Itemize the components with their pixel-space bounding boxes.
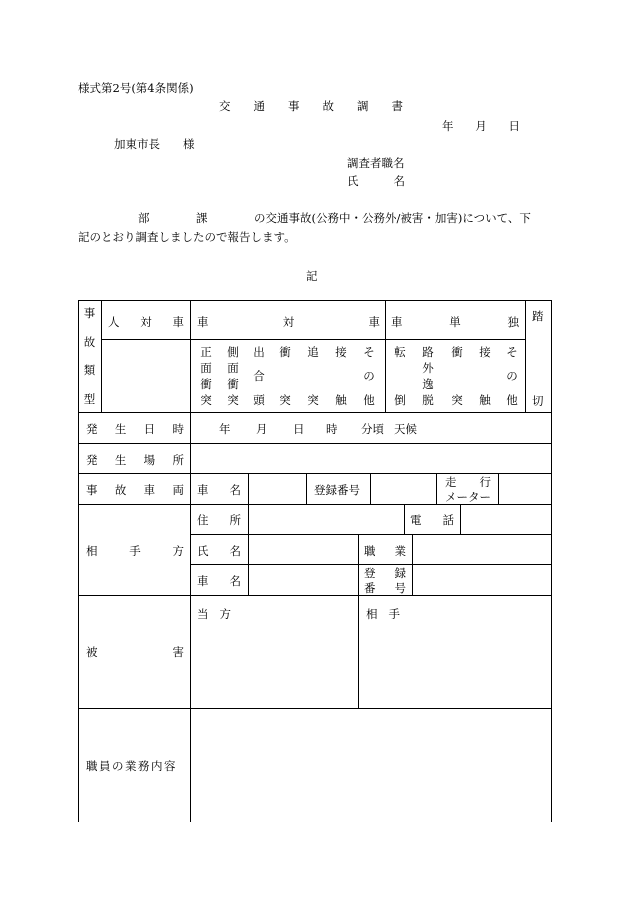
- grid-line: [101, 339, 525, 340]
- occurrence-datetime-label: 発 生 日 時: [86, 422, 184, 436]
- datetime-minute: 分頃: [361, 422, 384, 436]
- mileage-label-top: 走 行: [445, 475, 491, 489]
- vehicle-name-label: 車 名: [197, 483, 241, 497]
- other-side-label: 相 手: [366, 607, 400, 621]
- body-line-1: の交通事故(公務中・公務外/被害・加害)について、下: [254, 211, 531, 225]
- grid-line: [498, 473, 499, 504]
- crossing-label-top: 踏: [532, 309, 544, 323]
- grid-line: [551, 300, 552, 822]
- document-title: 交 通 事 故 調 書: [219, 99, 403, 113]
- grid-line: [358, 534, 359, 595]
- our-side-label: 当 方: [197, 607, 231, 621]
- grid-line: [412, 534, 413, 595]
- car-single-label: 車 単 独: [391, 315, 519, 329]
- name-label: 氏 名: [197, 544, 241, 558]
- grid-line: [78, 708, 551, 709]
- subtype-head-on: 正 面 衝 突: [200, 345, 212, 407]
- grid-line: [358, 595, 359, 708]
- grid-line: [78, 300, 551, 301]
- grid-line: [78, 300, 79, 822]
- crossing-label-bottom: 切: [532, 394, 544, 408]
- car-vs-car-label: 車 対 車: [197, 315, 380, 329]
- grid-line: [385, 300, 386, 412]
- subtype-off-road: 路 外 逸 脱: [422, 345, 434, 407]
- grid-line: [370, 473, 371, 504]
- registration-label-top: 登 録: [364, 566, 406, 580]
- subtype-contact: 接 触: [335, 345, 347, 407]
- subtype-crossing: 出 合 頭: [253, 345, 265, 407]
- accident-vehicle-label: 事 故 車 両: [86, 483, 184, 497]
- subtype-single-contact: 接 触: [479, 345, 491, 407]
- subtype-overturn: 転 倒: [394, 345, 406, 407]
- addressee: 加東市長: [114, 137, 160, 151]
- weather-label: 天候: [394, 422, 417, 436]
- datetime-year: 年: [219, 422, 231, 436]
- datetime-month: 月: [256, 422, 268, 436]
- form-number: 様式第2号(第4条関係): [78, 81, 194, 95]
- grid-line: [101, 300, 102, 412]
- subtype-single-other: そ の 他: [506, 345, 518, 407]
- grid-line: [306, 473, 307, 504]
- mileage-label-bottom: メーター: [445, 490, 491, 504]
- ki-heading: 記: [306, 269, 318, 283]
- addressee-honorific: 様: [183, 137, 195, 151]
- datetime-hour: 時: [326, 422, 338, 436]
- subtype-side: 側 面 衝 突: [227, 345, 239, 407]
- grid-line: [248, 473, 249, 595]
- subtype-collision: 衝 突: [279, 345, 291, 407]
- registration-number-label: 登録番号: [314, 483, 360, 497]
- report-date: 年 月 日: [442, 119, 520, 133]
- grid-line: [190, 534, 551, 535]
- grid-line: [78, 412, 551, 413]
- datetime-day: 日: [293, 422, 305, 436]
- person-vs-car-label: 人 対 車: [108, 315, 184, 329]
- body-line-2: 記のとおり調査しましたので報告します。: [78, 230, 296, 244]
- subtype-single-collision: 衝 突: [451, 345, 463, 407]
- grid-line: [436, 473, 437, 504]
- investigator-title: 調査者職名: [347, 156, 405, 170]
- grid-line: [78, 443, 551, 444]
- grid-line: [404, 504, 405, 534]
- dept-label: 部: [138, 211, 150, 225]
- counterparty-vehicle-name-label: 車 名: [197, 574, 241, 588]
- occupation-label: 職 業: [364, 544, 406, 558]
- counterparty-label: 相 手 方: [86, 544, 184, 558]
- accident-type-label: 事 故 類 型: [83, 306, 96, 406]
- grid-line: [460, 504, 461, 534]
- registration-label-bottom: 番 号: [364, 581, 406, 595]
- section-label: 課: [196, 211, 208, 225]
- damage-label: 被 害: [86, 645, 184, 659]
- occurrence-place-label: 発 生 場 所: [86, 453, 184, 467]
- address-label: 住 所: [197, 513, 241, 527]
- grid-line: [78, 595, 551, 596]
- duties-label: 職員の業務内容: [86, 759, 177, 773]
- subtype-other: そ の 他: [363, 345, 375, 407]
- grid-line: [190, 300, 191, 822]
- investigator-name: 氏 名: [347, 174, 405, 188]
- subtype-rear-end: 追 突: [307, 345, 319, 407]
- grid-line: [525, 300, 526, 412]
- phone-label: 電 話: [410, 513, 454, 527]
